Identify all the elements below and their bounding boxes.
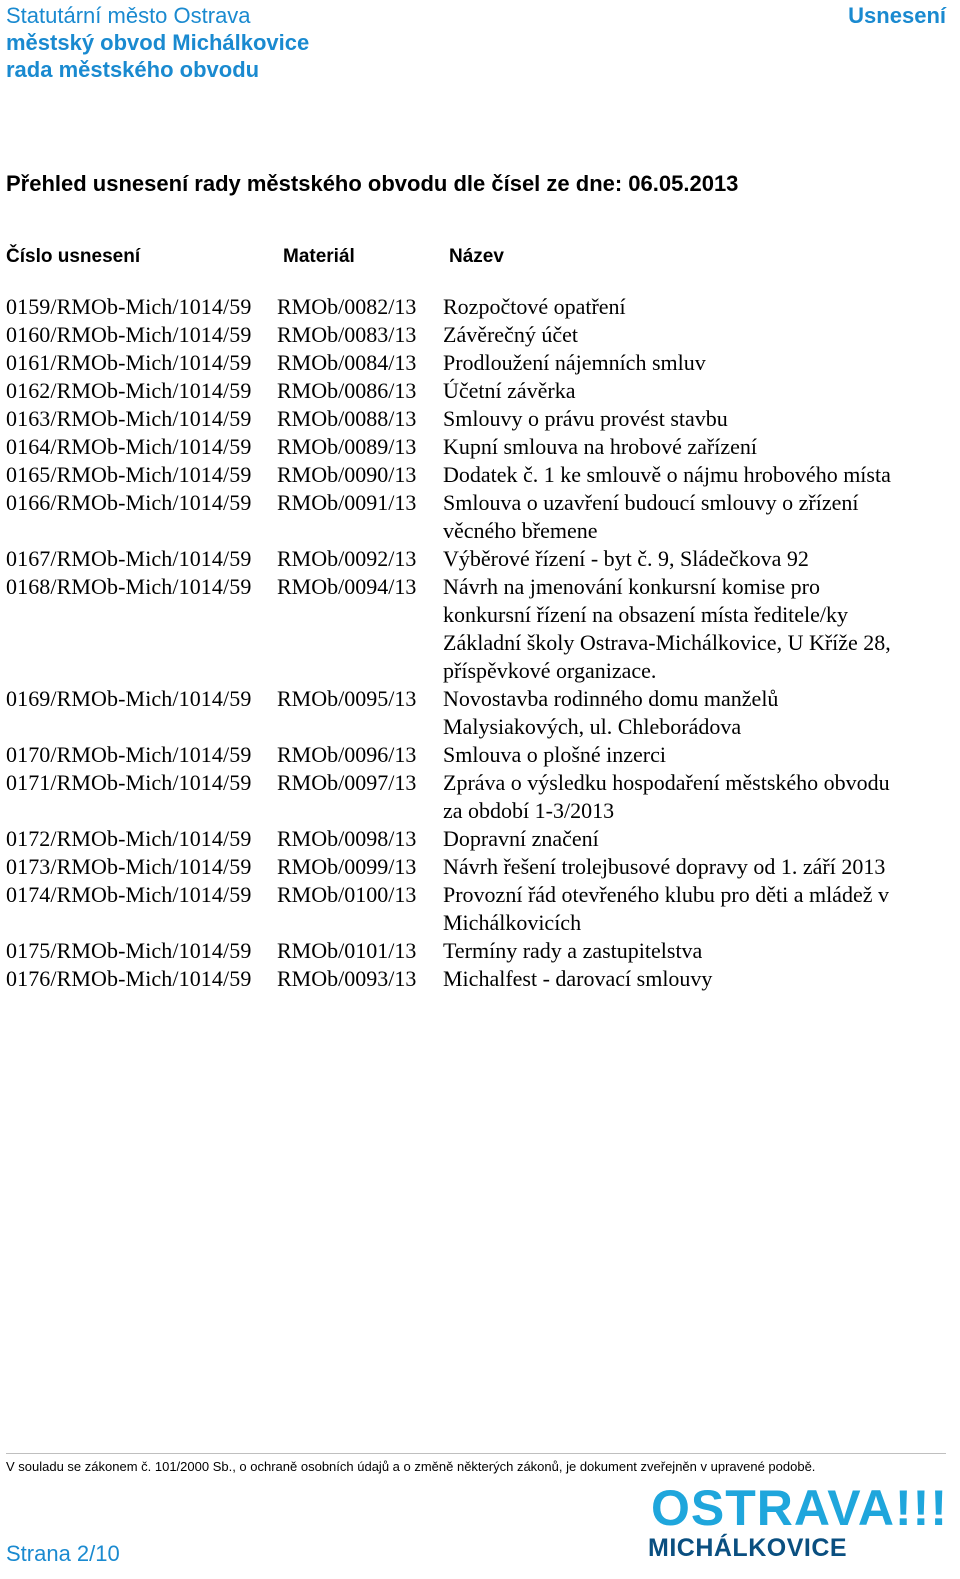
table-row	[0, 769, 960, 825]
footer-divider	[6, 1453, 946, 1454]
resolution-number: 0169/RMOb-Mich/1014/59	[6, 686, 252, 711]
material-code: RMOb/0093/13	[277, 966, 417, 991]
material-code: RMOb/0100/13	[277, 882, 417, 907]
resolution-title-line: Výběrové řízení - byt č. 9, Sládečkova 92	[443, 546, 809, 571]
resolution-title	[443, 405, 923, 433]
table-row	[0, 461, 960, 489]
resolution-title	[443, 825, 923, 853]
table-row	[0, 545, 960, 573]
resolution-title	[443, 349, 923, 377]
column-header-number: Číslo usnesení	[6, 246, 141, 267]
material-code: RMOb/0097/13	[277, 770, 417, 795]
resolution-number: 0161/RMOb-Mich/1014/59	[6, 350, 252, 375]
resolution-number: 0162/RMOb-Mich/1014/59	[6, 378, 252, 403]
resolution-title-line: Prodloužení nájemních smluv	[443, 350, 706, 375]
resolution-number: 0160/RMOb-Mich/1014/59	[6, 322, 252, 347]
resolution-title-line: Kupní smlouva na hrobové zařízení	[443, 434, 758, 459]
resolution-number: 0164/RMOb-Mich/1014/59	[6, 434, 252, 459]
resolution-title-line: Dopravní značení	[443, 826, 599, 851]
material-code: RMOb/0098/13	[277, 826, 417, 851]
table-row	[0, 321, 960, 349]
table-row	[0, 937, 960, 965]
logo-district: MICHÁLKOVICE	[648, 1534, 848, 1562]
resolution-number: 0176/RMOb-Mich/1014/59	[6, 966, 252, 991]
material-code: RMOb/0092/13	[277, 546, 417, 571]
table-row	[0, 489, 960, 545]
resolution-number: 0171/RMOb-Mich/1014/59	[6, 770, 252, 795]
header-doc-type: Usnesení	[848, 3, 946, 28]
resolution-title-line: příspěvkové organizace.	[443, 658, 657, 683]
resolution-title-line: Závěrečný účet	[443, 322, 578, 347]
header-council: rada městského obvodu	[6, 57, 260, 82]
resolution-title-line: Dodatek č. 1 ke smlouvě o nájmu hrobového místa	[443, 462, 891, 487]
resolution-title	[443, 461, 923, 489]
resolution-title-line: Základní školy Ostrava-Michálkovice, U Kříže 28,	[443, 630, 891, 655]
resolution-number: 0170/RMOb-Mich/1014/59	[6, 742, 252, 767]
material-code: RMOb/0090/13	[277, 462, 417, 487]
table-row	[0, 853, 960, 881]
table-row	[0, 825, 960, 853]
material-code: RMOb/0083/13	[277, 322, 417, 347]
header-city: Statutární město Ostrava	[6, 3, 251, 28]
material-code: RMOb/0082/13	[277, 294, 417, 319]
column-header-material: Materiál	[283, 246, 355, 267]
resolution-title-line: Michalfest - darovací smlouvy	[443, 966, 713, 991]
resolution-title	[443, 769, 923, 825]
resolution-title-line: věcného břemene	[443, 518, 598, 543]
table-row	[0, 405, 960, 433]
logo-wordmark: OSTRAVA!!!	[651, 1480, 948, 1536]
resolution-title	[443, 685, 923, 741]
resolution-number: 0167/RMOb-Mich/1014/59	[6, 546, 252, 571]
resolution-number: 0168/RMOb-Mich/1014/59	[6, 574, 252, 599]
resolution-title-line: Provozní řád otevřeného klubu pro děti a mládež v	[443, 882, 889, 907]
column-header-name: Název	[449, 246, 504, 267]
resolution-title-line: Smlouvy o právu provést stavbu	[443, 406, 728, 431]
resolution-title	[443, 573, 923, 685]
header-org-block	[6, 2, 309, 83]
resolution-table	[0, 293, 960, 993]
resolution-title	[443, 293, 923, 321]
resolution-title-line: Návrh řešení trolejbusové dopravy od 1. září 2013	[443, 854, 886, 879]
resolution-number: 0165/RMOb-Mich/1014/59	[6, 462, 252, 487]
resolution-title-line: konkursní řízení na obsazení místa ředitele/ky	[443, 602, 849, 627]
resolution-title	[443, 433, 923, 461]
resolution-title-line: Účetní závěrka	[443, 378, 576, 403]
table-row	[0, 573, 960, 685]
table-row	[0, 433, 960, 461]
resolution-title	[443, 545, 923, 573]
resolution-number: 0159/RMOb-Mich/1014/59	[6, 294, 252, 319]
resolution-title-line: Termíny rady a zastupitelstva	[443, 938, 703, 963]
resolution-title	[443, 489, 923, 545]
resolution-number: 0174/RMOb-Mich/1014/59	[6, 882, 252, 907]
resolution-title-line: Malysiakových, ul. Chleborádova	[443, 714, 742, 739]
resolution-title-line: Návrh na jmenování konkursní komise pro	[443, 574, 820, 599]
table-row	[0, 349, 960, 377]
table-row	[0, 377, 960, 405]
resolution-title-line: za období 1-3/2013	[443, 798, 615, 823]
material-code: RMOb/0084/13	[277, 350, 417, 375]
resolution-title	[443, 377, 923, 405]
resolution-number: 0166/RMOb-Mich/1014/59	[6, 490, 252, 515]
resolution-title-line: Novostavba rodinného domu manželů	[443, 686, 779, 711]
footer-legal-note: V souladu se zákonem č. 101/2000 Sb., o ochraně osobních údajů a o změně některých zákonů, je dokument zveřejněn v upravené podobě.	[6, 1459, 816, 1474]
resolution-title	[443, 321, 923, 349]
resolution-title-line: Rozpočtové opatření	[443, 294, 626, 319]
header-district: městský obvod Michálkovice	[6, 30, 310, 55]
table-row	[0, 685, 960, 741]
resolution-number: 0163/RMOb-Mich/1014/59	[6, 406, 252, 431]
material-code: RMOb/0089/13	[277, 434, 417, 459]
table-row	[0, 965, 960, 993]
resolution-title-line: Zpráva o výsledku hospodaření městského obvodu	[443, 770, 890, 795]
table-row	[0, 741, 960, 769]
resolution-number: 0173/RMOb-Mich/1014/59	[6, 854, 252, 879]
material-code: RMOb/0095/13	[277, 686, 417, 711]
table-row	[0, 881, 960, 937]
material-code: RMOb/0096/13	[277, 742, 417, 767]
resolution-title	[443, 881, 923, 937]
material-code: RMOb/0086/13	[277, 378, 417, 403]
material-code: RMOb/0088/13	[277, 406, 417, 431]
material-code: RMOb/0099/13	[277, 854, 417, 879]
page-title: Přehled usnesení rady městského obvodu dle čísel ze dne: 06.05.2013	[6, 171, 739, 196]
ostrava-logo	[642, 1480, 948, 1563]
table-row	[0, 293, 960, 321]
resolution-number: 0172/RMOb-Mich/1014/59	[6, 826, 252, 851]
resolution-title	[443, 853, 923, 881]
page-number: Strana 2/10	[6, 1541, 120, 1566]
resolution-number: 0175/RMOb-Mich/1014/59	[6, 938, 252, 963]
resolution-title	[443, 965, 923, 993]
material-code: RMOb/0101/13	[277, 938, 417, 963]
material-code: RMOb/0094/13	[277, 574, 417, 599]
resolution-title-line: Smlouva o uzavření budoucí smlouvy o zřízení	[443, 490, 859, 515]
resolution-title-line: Smlouva o plošné inzerci	[443, 742, 667, 767]
material-code: RMOb/0091/13	[277, 490, 417, 515]
resolution-title-line: Michálkovicích	[443, 910, 582, 935]
resolution-title	[443, 741, 923, 769]
resolution-title	[443, 937, 923, 965]
